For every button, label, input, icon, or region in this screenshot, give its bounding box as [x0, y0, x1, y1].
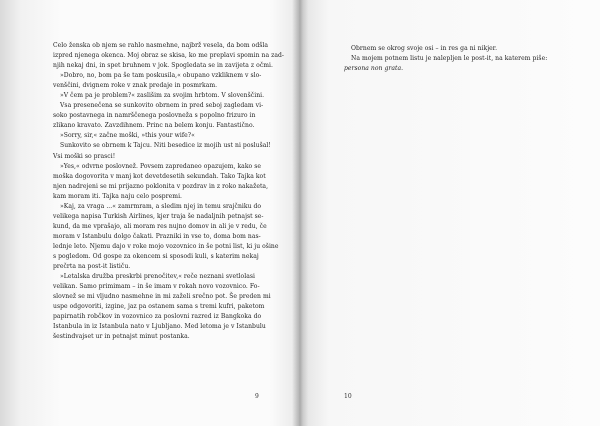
italic-text-line: persona non grata.: [344, 65, 404, 73]
text-line: »Kaj, za vraga ...« zamrmram, a sledim njej in temu srajčniku do: [60, 202, 262, 210]
text-line: njen nadrejeni se mi prijazno poklonita v pozdrav in z roko nakažeta,: [53, 182, 269, 190]
text-line: kam moram iti. Tajka naju celo pospremi.: [53, 192, 183, 200]
right-page-text: [344, 44, 564, 74]
text-line: Celo ženska ob njem se rahlo nasmehne, najbrž vesela, da bom odšla: [53, 42, 269, 49]
text-line: s pogledom. Od gospe za okencem si sposodi kuli, s katerim nekaj: [53, 252, 259, 260]
text-line: »Sorry, sir,« začne moški, »this your wife?«: [60, 132, 195, 140]
text-line: šestindvajset ur in petnajst minut postanka.: [53, 333, 190, 341]
text-line: moram v Istanbulu dolgo čakati. Prazniki in vse to, doma bom nas-: [53, 232, 261, 240]
text-line: velikega napisa Turkish Airlines, kjer traja še nadaljnih petnajst se-: [53, 212, 264, 220]
text-line: moška dogovorita v manj kot devetdesetih sekundah. Tako Tajka kot: [53, 172, 266, 180]
left-page-number: 9: [255, 393, 259, 400]
text-line: Vsa presenečena se sunkovito obrnem in pred seboj zagledam vi-: [60, 102, 264, 110]
left-page-text: [53, 41, 284, 342]
text-line: Istanbula in iz Istanbula nato v Ljubljano. Med letoma je v Istanbulu: [53, 323, 266, 331]
text-line: njih nekaj dni, in spet bruhnem v jok. Spogledata se in zavijeta z očmi.: [53, 62, 273, 70]
text-line: »Yes,« odvrne poslovnež. Povsem zapredaneo opazujem, kako se: [60, 162, 261, 170]
text-line: slovnež se mi vljudno nasmehne in mi zaželi srečno pot. Še preden mi: [53, 293, 271, 301]
text-line: »Letalska družba preskrbi prenočitev,« reče neznani svetlolasi: [60, 273, 256, 281]
text-line: Na mojem potnem listu je nalepljen le post-it, na katerem piše:: [351, 55, 548, 63]
text-line: izpred njenega okenca. Moj obraz se skisa, ko me preplavi spomin na zad-: [53, 52, 284, 60]
text-line: kund, da me vprašajo, ali moram res nujno domov in ali je v redu, če: [53, 222, 267, 230]
text-line: Sunkovito se obrnem k Tajcu. Niti besedice iz mojih ust ni poslušal!: [60, 142, 271, 150]
text-line: uspe odgovoriti, izgine, jaz pa ostanem sama s tremi kufri, paketom: [53, 303, 265, 311]
right-page-number: 10: [344, 393, 352, 400]
book-gutter: [292, 0, 308, 426]
right-page: [299, 0, 600, 426]
text-line: »V čem pa je problem?« zaslišim za svojim hrbtom. V slovenščini.: [60, 92, 265, 100]
text-line: velikan. Samo primimam – in še imam v rokah novo vozovnico. Fo-: [53, 283, 260, 291]
text-line: zlikano kravato. Zavzdihnem. Princ na belem konju. Fantastično.: [53, 122, 255, 130]
text-line: lednje leto. Njemu dajo v roke mojo vozovnico in še potni list, ki ju ošine: [53, 242, 279, 250]
text-line: »Dobro, no, bom pa še tam poskusila,« obupano vzkliknem v slo-: [60, 72, 262, 80]
text-line: prečrta na post-it lističu.: [53, 263, 131, 271]
text-line: Obrnem se okrog svoje osi – in res ga ni nikjer.: [351, 45, 498, 52]
text-line: venščini, dvignem roke v znak predaje in posmrkam.: [53, 82, 218, 90]
left-page: [0, 0, 299, 426]
text-line: Vsi moški so prasci!: [53, 152, 116, 160]
text-line: papirnatih robčkov in vozovnico za poslovni razred iz Bangkoka do: [53, 313, 262, 321]
text-line: soko postavnega in namrščenega poslovneža s popolno frizuro in: [53, 112, 256, 120]
